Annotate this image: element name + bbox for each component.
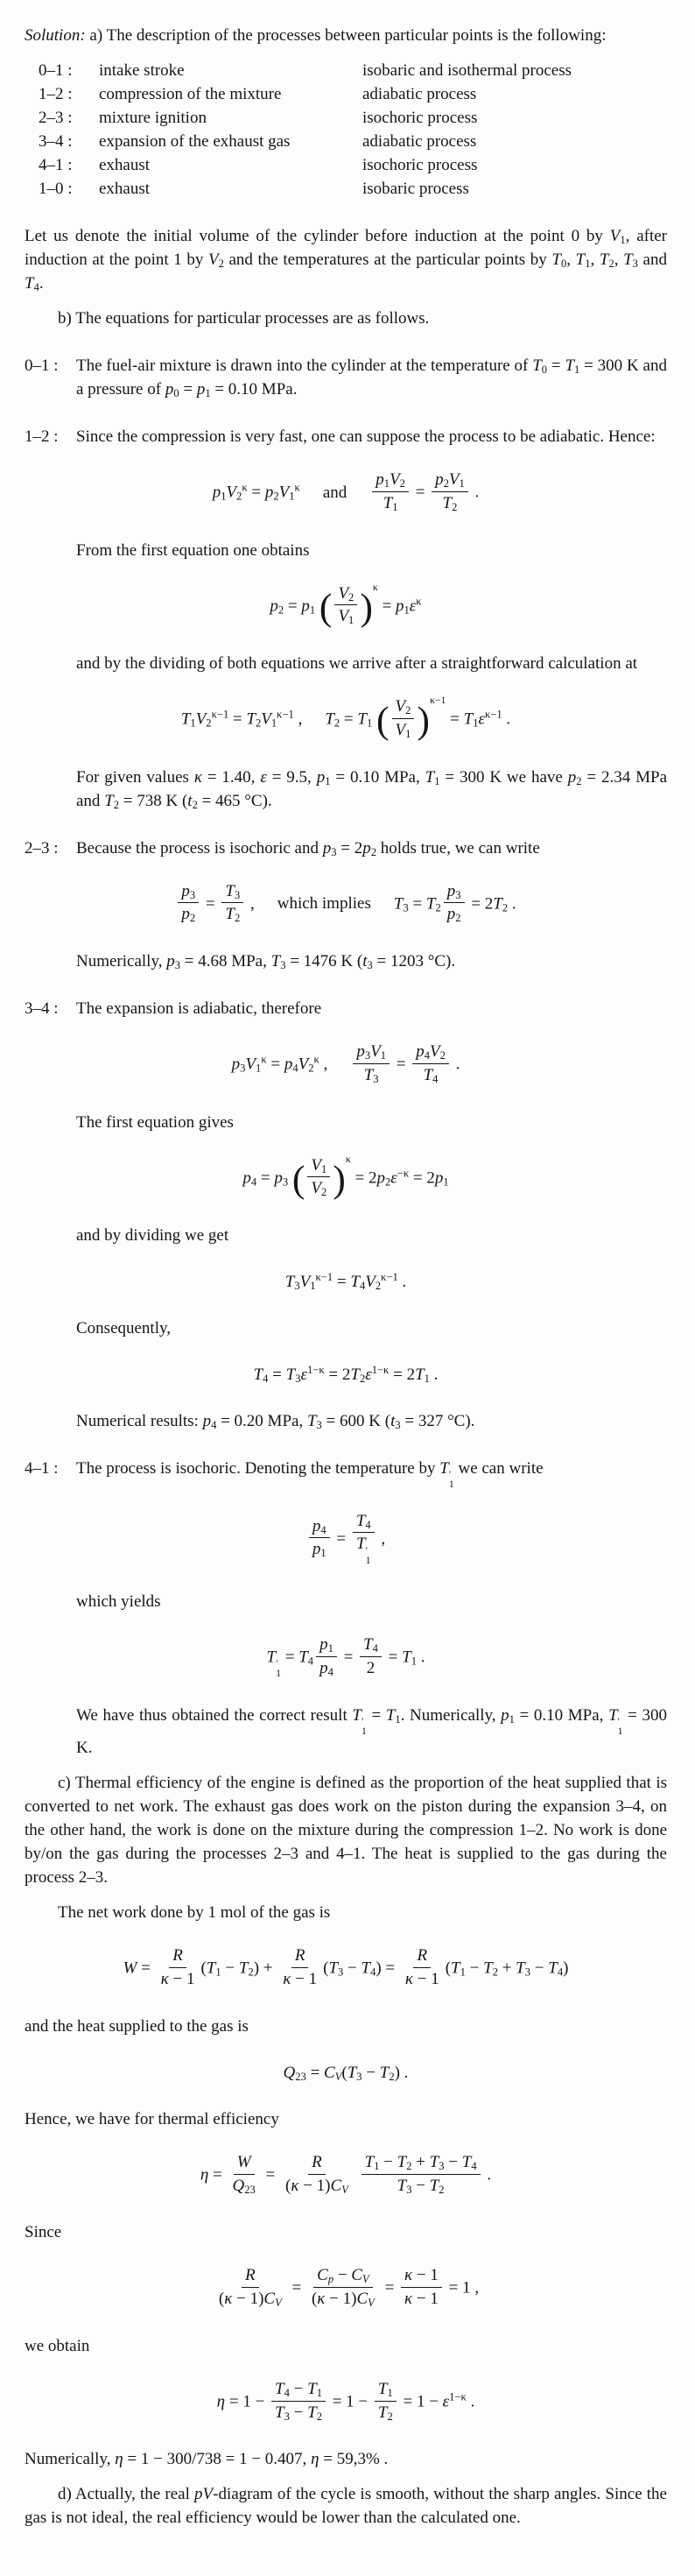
block-body-2-3: Because the process is isochoric and $p_3 = 2p_2$ holds true, we can write (76, 838, 540, 858)
process-row-type: isochoric process (362, 109, 478, 127)
paragraph-hence: Hence, we have for thermal efficiency (25, 2109, 279, 2128)
process-row-label: 0–1 : (39, 61, 73, 80)
process-row-label: 2–3 : (39, 109, 73, 127)
paragraph-c-thermal-efficiency: c) Thermal efficiency of the engine is defined as the proportion of the heat supplied that is converted to net work. The exhaust gas does work on the piston during the expansion 3–4, on the other hand, the work is done on the mixture during the compression 1–2. No work is done by/on the gas during the processes 2–3 and 4–1. The heat is supplied to the gas during the process 2–3. (25, 1774, 667, 1888)
process-list (39, 59, 667, 201)
block-label-2-3: 2–3 : (25, 838, 59, 857)
paragraph-dividing-both-equations: and by the dividing of both equations we arrive after a straightforward calculation at (76, 654, 638, 673)
equation-p2: $p_2 = p_1$ ( $\frac{V_2}{V_1}$ )$^\kappa = p_1\varepsilon^\kappa$ (270, 581, 422, 628)
paragraph-let-us-denote: Let us denote the initial volume of the cylinder before induction at the point 0 by $V_1$, after induction at the point 1 by $V_2$ and the temperatures at the particular points by $T_0$, $T_1$, $T_2$, $T_3$ and $T_4$. (25, 227, 667, 294)
paragraph-from-first-equation: From the first equation one obtains (76, 540, 310, 560)
process-row-description: mixture ignition (99, 109, 207, 127)
equation-t2: $T_1V_2^{\kappa-1} = T_2V_1^{\kappa-1}$ , $T_2 = T_1$ ( $\frac{V_2}{V_1}$ )$^{\kappa-1} = T_1\varepsilon^{\kappa-1}$ . (180, 695, 511, 742)
equation-t3v: $T_3V_1^{\kappa-1} = T_4V_2^{\kappa-1}$ . (284, 1271, 407, 1293)
process-row-type: isochoric process (362, 156, 478, 174)
equation-isochoric-2-3: $\frac{p_3}{p_2}$ = $\frac{T_3}{T_2}$ , which implies $T_3 = T_2$ $\frac{p_3}{p_2}$ = $2T_2$ . (25, 883, 667, 928)
process-row-type: adiabatic process (362, 132, 477, 151)
paragraph-correct-result: We have thus obtained the correct result T ′ 1 = $T_1$. Numerically, $p_1 = 0.10$ MPa, T ′ 1 = 300 K. (76, 1705, 668, 1758)
paragraph-which-yields: which yields (76, 1592, 161, 1612)
block-body-0-1: The fuel-air mixture is drawn into the cylinder at the temperature of $T_0 = T_1 = 300$ K and a pressure of $p_0 = p_1 = 0.10$ MPa. (76, 356, 667, 400)
block-0-1 (25, 354, 667, 401)
paragraph-we-obtain: we obtain (25, 2336, 90, 2355)
block-1-2 (25, 425, 667, 448)
process-row-description: exhaust (99, 156, 151, 174)
block-2-3 (25, 836, 667, 860)
paragraph-numerically-eta: Numerically, η = 1 − 300/738 = 1 − 0.407, η = 59,3% . (25, 2450, 389, 2469)
process-row-type: adiabatic process (362, 85, 477, 103)
equation-work: W = $\frac{R}{\kappa - 1}$ $(T_1 - T_2)$ + $\frac{R}{\kappa - 1}$ $(T_3 - T_4)$ = $\frac{R}{\kappa - 1}$ $(T_1 - T_2 + T_3 - T_4)$ (123, 1946, 569, 1989)
block-label-0-1: 0–1 : (25, 356, 59, 375)
paragraph-given-values: For given values κ = 1.40, ε = 9.5, $p_1 = 0.10$ MPa, $T_1 = 300$ K we have $p_2 = 2.34$ MPa and $T_2 = 738$ K ($t_2 = 465$ °C). (76, 767, 668, 811)
paragraph-numerical-results: Numerical results: $p_4 = 0.20$ MPa, $T_3 = 600$ K ($t_3 = 327$ °C). (76, 1412, 475, 1432)
block-body-3-4: The expansion is adiabatic, therefore (76, 999, 322, 1018)
block-body-1-2: Since the compression is very fast, one can suppose the process to be adiabatic. Hence: (76, 427, 656, 446)
paragraph-first-equation-gives: The first equation gives (76, 1112, 234, 1132)
process-row-description: exhaust (99, 180, 151, 198)
paragraph-net-work: The net work done by 1 mol of the gas is (58, 1903, 331, 1923)
process-row-description: compression of the mixture (99, 85, 282, 103)
process-row-label: 3–4 : (39, 132, 73, 151)
equation-t1-prime: T ′ 1 = $T_4$ $\frac{p_1}{p_4}$ = $\frac{T_4}{2}$ = $T_1$ . (266, 1635, 425, 1680)
block-label-1-2: 1–2 : (25, 427, 59, 446)
process-row-description: expansion of the exhaust gas (99, 132, 291, 151)
process-row-description: intake stroke (99, 61, 185, 80)
equation-t4: $T_4 = T_3\varepsilon^{1-\kappa} = 2T_2\varepsilon^{1-\kappa} = 2T_1$ . (253, 1364, 439, 1386)
paragraph-b-heading: b) The equations for particular processes are as follows. (58, 309, 430, 328)
equation-eta-final: η = 1 − $\frac{T_4 - T_1}{T_3 - T_2}$ = 1 − $\frac{T_1}{T_2}$ = $1 - \varepsilon^{1-\kappa}$ . (216, 2379, 475, 2423)
process-row-label: 4–1 : (39, 156, 73, 174)
equation-r-over-cv: $\frac{R}{(\kappa - 1)C_V}$ = $\frac{C_p - C_V}{(\kappa - 1)C_V}$ = $\frac{\kappa - 1}{\kappa - 1}$ = 1 , (218, 2266, 480, 2310)
equation-q23: $Q_{23} = C_V(T_3 - T_2)$ . (283, 2063, 409, 2083)
block-label-4-1: 4–1 : (25, 1459, 59, 1478)
equation-p4: $p_4 = p_3$ ( $\frac{V_1}{V_2}$ )$^\kappa = 2p_2\varepsilon^{-\kappa} = 2p_1$ (242, 1153, 449, 1200)
paragraph-d-real-diagram: d) Actually, the real pV-diagram of the cycle is smooth, without the sharp angles. Since the gas is not ideal, the real efficiency would be lower than the calculated one. (25, 2485, 667, 2528)
process-row-label: 1–0 : (39, 180, 73, 198)
equation-p4-p1: $\frac{p_4}{p_1}$ = $T_4$ T ′ 1 , (25, 1513, 667, 1567)
block-label-3-4: 3–4 : (25, 999, 59, 1018)
block-4-1 (25, 1457, 667, 1490)
intro-paragraph: Solution: a) The description of the processes between particular points is the following: (25, 26, 607, 45)
process-row-type: isobaric and isothermal process (362, 61, 572, 80)
block-3-4 (25, 997, 667, 1020)
paragraph-heat-supplied: and the heat supplied to the gas is (25, 2016, 249, 2036)
paragraph-by-dividing: and by dividing we get (76, 1226, 229, 1245)
equation-eta: η = $\frac{W}{Q_{23}}$ = $\frac{R}{(\kappa - 1)C_V}$ $\frac{T_1 - T_2 + T_3 - T_4}{T_3 - T_2}$ . (200, 2152, 492, 2196)
process-row-label: 1–2 : (39, 85, 73, 103)
equation-adiabatic-pair: $p_1V_2^\kappa = p_2V_1^\kappa$ and $\frac{p_1V_2}{T_1}$ = $\frac{p_2V_1}{T_2}$ . (212, 470, 480, 513)
paragraph-since: Since (25, 2223, 62, 2242)
process-row-type: isobaric process (362, 180, 469, 198)
paragraph-numerically-2-3: Numerically, $p_3 = 4.68$ MPa, $T_3 = 1476$ K ($t_3 = 1203$ °C). (76, 952, 456, 972)
equation-adiabatic-3-4: $p_3V_1^\kappa = p_4V_2^\kappa$ , $\frac{p_3V_1}{T_3}$ = $\frac{p_4V_2}{T_4}$ . (231, 1042, 460, 1085)
block-body-4-1: The process is isochoric. Denoting the temperature by T ′ 1 we can write (76, 1459, 544, 1491)
paragraph-consequently: Consequently, (76, 1319, 172, 1337)
